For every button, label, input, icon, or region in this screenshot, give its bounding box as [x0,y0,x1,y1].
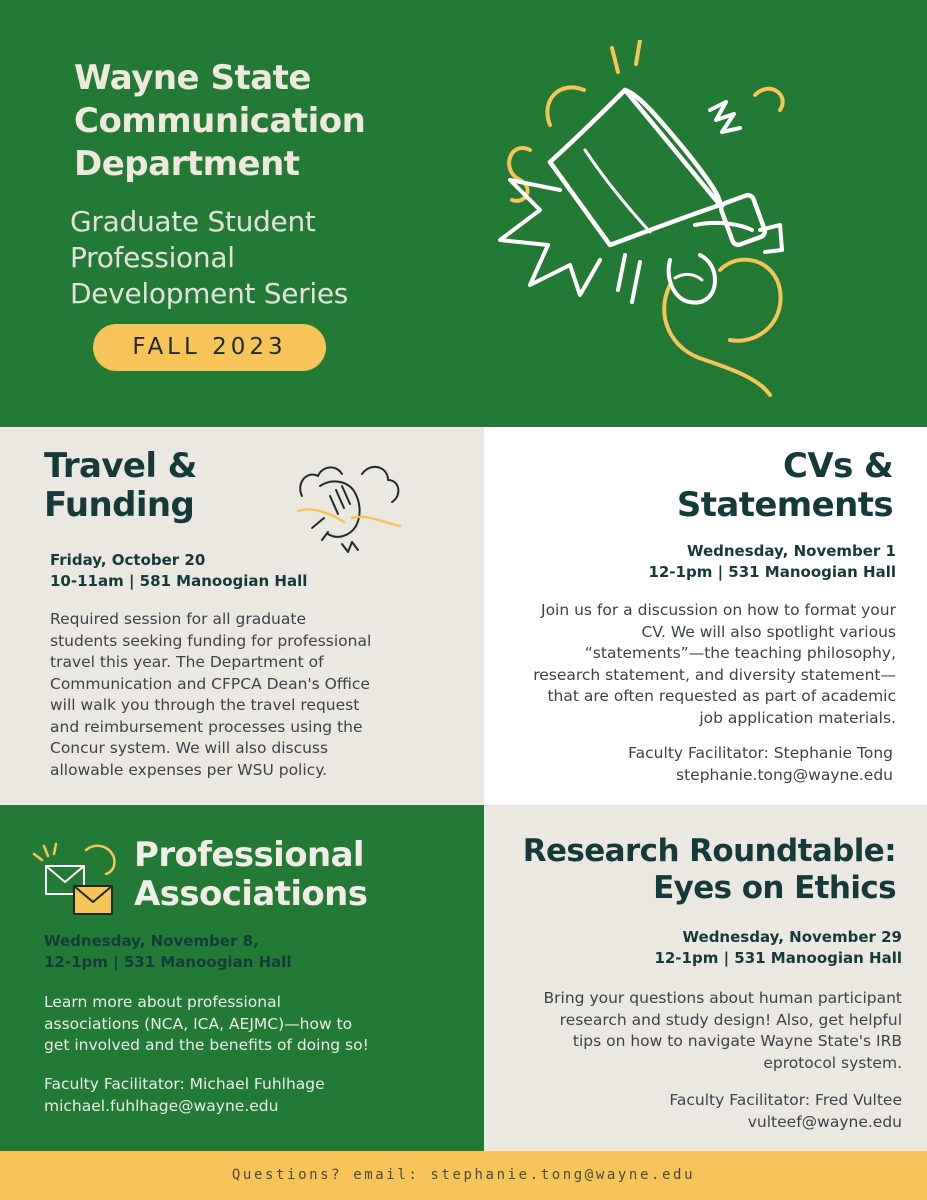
facilitator-info [44,1074,464,1117]
time-location-line: 12-1pm | 531 Manoogian Hall [648,563,896,581]
session-title [500,833,896,907]
session-date [560,927,902,969]
date-line: Wednesday, November 29 [682,928,902,946]
body-line: eprotocol system. [763,1053,902,1072]
session-description [50,609,470,781]
body-line: students seeking funding for professional [50,631,372,650]
body-line: get involved and the benefits of doing so! [44,1036,369,1054]
body-line: that are often requested as part of academic [547,687,896,705]
title-line: Statements [676,485,893,525]
high-five-icon [292,456,404,556]
time-location-line: 12-1pm | 531 Manoogian Hall [654,949,902,967]
body-line: tips on how to navigate Wayne State's IRB [572,1032,902,1050]
body-line: associations (NCA, ICA, AEJMC)—how to [44,1014,353,1033]
date-line: Wednesday, November 1 [686,542,896,560]
contact-footer-text[interactable]: Questions? email: stephanie.tong@wayne.edu [231,1167,696,1183]
body-line: Bring your questions about human participant [543,989,902,1007]
session-date [560,541,896,583]
facilitator-name: Faculty Facilitator: Fred Vultee [669,1091,902,1109]
facilitator-info [560,743,893,786]
title-line: Wayne State [74,58,311,98]
term-badge: FALL 2023 [93,324,326,371]
title-line: Professional [134,835,364,875]
body-line: travel this year. The Department of [50,653,324,671]
body-line: Communication and CFPCA Dean's Office [50,674,370,693]
body-line: research statement, and diversity statement— [533,665,896,684]
title-line: Department [74,144,300,184]
series-subtitle [70,204,490,312]
session-date [50,550,450,592]
session-title [560,447,893,525]
title-line: Associations [134,874,368,914]
session-title [44,447,284,525]
session-description [490,988,902,1074]
department-title [74,57,474,186]
body-line: “statements”—the teaching philosophy, [584,644,896,662]
body-line: Learn more about professional [44,993,281,1011]
megaphone-icon [490,40,810,400]
body-line: Concur system. We will also discuss [50,739,329,757]
date-line: Wednesday, November 8, [44,932,259,950]
session-title [134,836,464,914]
time-location-line: 10-11am | 581 Manoogian Hall [50,572,308,590]
session-date [44,931,464,973]
body-line: will walk you through the travel request [50,696,360,714]
facilitator-email[interactable]: vulteef@wayne.edu [747,1112,902,1131]
facilitator-email[interactable]: stephanie.tong@wayne.edu [676,765,893,784]
subtitle-line: Development Series [70,277,349,310]
facilitator-info [560,1090,902,1133]
facilitator-email[interactable]: michael.fuhlhage@wayne.edu [44,1096,279,1115]
time-location-line: 12-1pm | 531 Manoogian Hall [44,953,292,971]
title-line: Communication [74,101,366,141]
session-description [490,600,896,729]
body-line: CV. We will also spotlight various [641,622,896,641]
envelopes-icon [30,840,122,922]
body-line: allowable expenses per WSU policy. [50,760,328,779]
title-line: Research Roundtable: [522,833,896,869]
subtitle-line: Graduate Student [70,205,316,238]
body-line: research and study design! Also, get helpful [559,1010,902,1029]
body-line: job application materials. [699,708,896,727]
title-line: Eyes on Ethics [653,870,896,906]
facilitator-name: Faculty Facilitator: Michael Fuhlhage [44,1075,325,1093]
date-line: Friday, October 20 [50,551,206,569]
title-line: Travel & [44,446,197,486]
facilitator-name: Faculty Facilitator: Stephanie Tong [628,744,893,762]
body-line: Join us for a discussion on how to format your [541,601,896,619]
title-line: CVs & [783,446,893,486]
subtitle-line: Professional [70,241,235,274]
session-description [44,992,464,1057]
title-line: Funding [44,485,195,525]
body-line: and reimbursement processes using the [50,717,363,736]
body-line: Required session for all graduate [50,610,306,628]
